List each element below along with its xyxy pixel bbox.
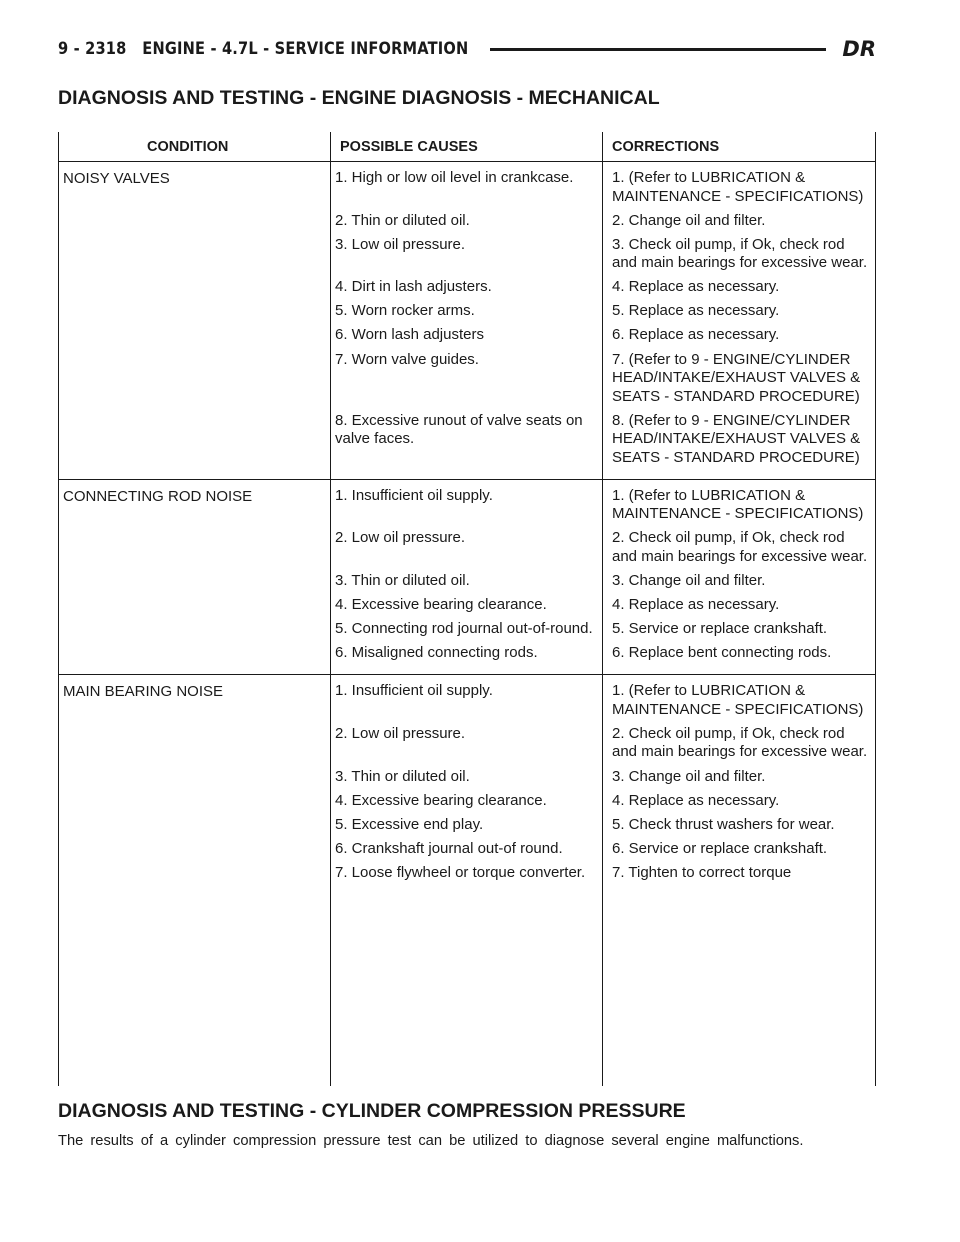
possible-cause: 4. Excessive bearing clearance. (335, 596, 547, 614)
possible-cause: 1. Insufficient oil supply. (335, 682, 493, 700)
correction: 5. Replace as necessary. (612, 302, 780, 320)
condition-group (58, 480, 876, 676)
correction: 7. Tighten to correct torque (612, 863, 792, 881)
correction: 4. Replace as necessary. (612, 791, 780, 809)
correction: 3. Change oil and filter. (612, 767, 766, 785)
possible-cause: 2. Low oil pressure. (335, 724, 466, 742)
table-row (330, 596, 876, 615)
table-row (330, 278, 876, 297)
condition-label: MAIN BEARING NOISE (63, 683, 224, 701)
condition-label: NOISY VALVES (63, 170, 170, 187)
possible-cause: 3. Low oil pressure. (335, 235, 466, 253)
condition-group (58, 162, 876, 480)
table-row (330, 572, 876, 591)
correction: 5. Service or replace crankshaft. (612, 620, 828, 638)
table-row (330, 864, 876, 883)
table-row (330, 412, 876, 468)
possible-cause: 1. Insufficient oil supply. (335, 486, 493, 504)
table-row (330, 816, 876, 835)
header-corrections: CORRECTIONS (612, 139, 720, 155)
correction: 6. Replace as necessary. (612, 326, 780, 344)
table-row (330, 212, 876, 231)
table-header-row (58, 132, 876, 162)
table-row (330, 620, 876, 639)
table-bottom-tick (330, 894, 331, 902)
possible-cause: 2. Thin or diluted oil. (335, 211, 470, 229)
condition-label: CONNECTING ROD NOISE (63, 487, 253, 505)
table-row (330, 351, 876, 407)
possible-cause: 5. Worn rocker arms. (335, 302, 475, 320)
section-title-compression: DIAGNOSIS AND TESTING - CYLINDER COMPRESSION PRESSURE (58, 1100, 686, 1122)
possible-cause: 5. Connecting rod journal out-of-round. (335, 620, 593, 638)
table-row (330, 644, 876, 663)
section-name: ENGINE - 4.7L - SERVICE INFORMATION (142, 39, 469, 59)
possible-cause: 1. High or low oil level in crankcase. (335, 169, 574, 186)
header-rule (490, 48, 826, 51)
section-title-mechanical: DIAGNOSIS AND TESTING - ENGINE DIAGNOSIS - MECHANICAL (58, 87, 660, 109)
correction: 8. (Refer to 9 - ENGINE/CYLINDER HEAD/INTAKE/EXHAUST VALVES & SEATS - STANDARD PROCEDURE) (612, 411, 861, 466)
table-bottom-tick (602, 894, 603, 902)
running-header-text (58, 38, 468, 60)
possible-cause: 3. Thin or diluted oil. (335, 571, 470, 589)
correction: 5. Check thrust washers for wear. (612, 815, 835, 833)
table-row (330, 529, 876, 566)
correction: 4. Replace as necessary. (612, 278, 780, 296)
table-row (330, 487, 876, 524)
correction: 2. Check oil pump, if Ok, check rod and main bearings for excessive wear. (612, 724, 868, 761)
correction: 7. (Refer to 9 - ENGINE/CYLINDER HEAD/INTAKE/EXHAUST VALVES & SEATS - STANDARD PROCEDURE) (612, 350, 861, 405)
header-possible-causes: POSSIBLE CAUSES (340, 139, 478, 155)
table-row (330, 682, 876, 719)
possible-cause: 4. Dirt in lash adjusters. (335, 278, 492, 296)
diagnosis-table (58, 132, 876, 894)
correction: 4. Replace as necessary. (612, 596, 780, 614)
table-body (58, 162, 876, 894)
correction: 3. Check oil pump, if Ok, check rod and main bearings for excessive wear. (612, 235, 868, 272)
correction: 1. (Refer to LUBRICATION & MAINTENANCE - SPECIFICATIONS) (612, 486, 864, 523)
possible-cause: 3. Thin or diluted oil. (335, 767, 470, 785)
possible-cause: 8. Excessive runout of valve seats on valve faces. (335, 411, 583, 448)
correction: 1. (Refer to LUBRICATION & MAINTENANCE - SPECIFICATIONS) (612, 682, 864, 718)
possible-cause: 5. Excessive end play. (335, 815, 484, 833)
table-row (330, 326, 876, 345)
table-row (330, 725, 876, 762)
table-row (330, 236, 876, 273)
correction: 6. Service or replace crankshaft. (612, 839, 828, 857)
possible-cause: 6. Crankshaft journal out-of round. (335, 839, 563, 857)
correction: 2. Change oil and filter. (612, 211, 766, 229)
possible-cause: 4. Excessive bearing clearance. (335, 791, 547, 809)
table-row (330, 169, 876, 206)
correction: 1. (Refer to LUBRICATION & MAINTENANCE - SPECIFICATIONS) (612, 169, 864, 205)
possible-cause: 6. Misaligned connecting rods. (335, 644, 538, 662)
model-mark: DR (842, 37, 876, 61)
table-row (330, 302, 876, 321)
correction: 3. Change oil and filter. (612, 571, 766, 589)
page-header (58, 38, 876, 64)
possible-cause: 7. Loose flywheel or torque converter. (335, 863, 586, 881)
page-number: 9 - 2318 (58, 39, 127, 59)
table-row (330, 792, 876, 811)
header-condition: CONDITION (147, 139, 229, 155)
possible-cause: 2. Low oil pressure. (335, 529, 466, 547)
correction: 2. Check oil pump, if Ok, check rod and main bearings for excessive wear. (612, 529, 868, 565)
possible-cause: 6. Worn lash adjusters (335, 326, 484, 344)
correction: 6. Replace bent connecting rods. (612, 644, 832, 662)
table-bottom-tick (875, 894, 876, 902)
table-row (330, 840, 876, 859)
condition-group (58, 675, 876, 894)
table-bottom-tick (58, 894, 59, 902)
table-row (330, 768, 876, 787)
intro-paragraph: The results of a cylinder compression pressure test can be utilized to diagnose several engine malfunctions. (58, 1133, 804, 1149)
possible-cause: 7. Worn valve guides. (335, 350, 479, 368)
